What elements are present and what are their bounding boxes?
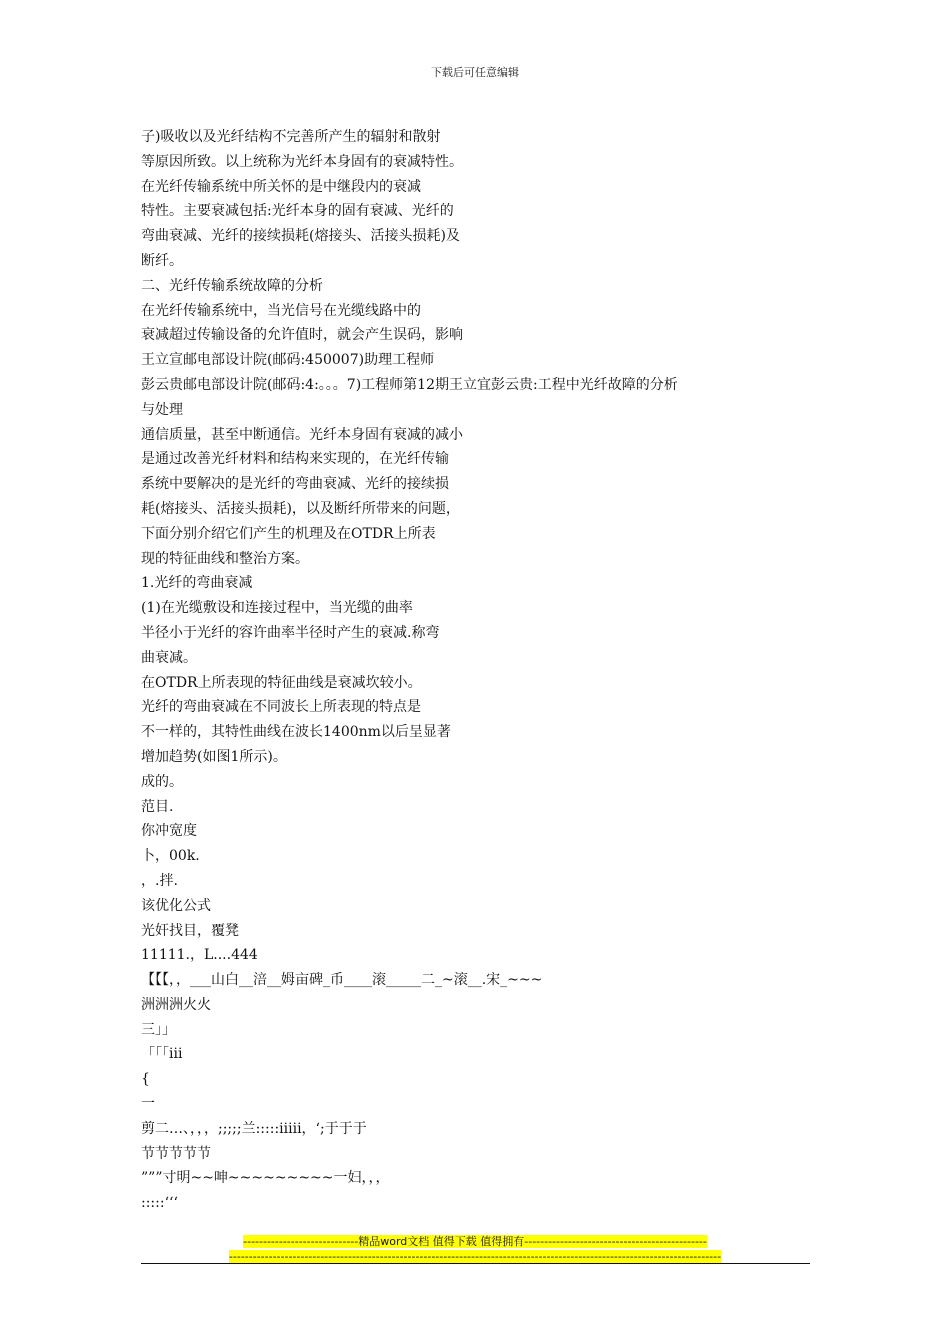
text-line: 光纤的弯曲衰减在不同波长上所表现的特点是 [141,699,421,716]
text-line: 在光纤传输系统中，当光信号在光缆线路中的 [141,302,421,319]
text-line: 不一样的，其特性曲线在波长1400nm以后呈显著 [141,724,451,741]
text-line: 耗(熔接头、活接头损耗)，以及断纤所带来的问题， [141,500,460,517]
text-line: { [141,1071,150,1088]
text-line: 你冲宽度 [141,823,197,840]
section-heading: 二、光纤传输系统故障的分析 [141,277,323,294]
text-line: 该优化公式 [141,897,211,914]
text-line: 光奸找目，覆凳 [141,922,239,939]
text-line: 「「「iii [141,1046,183,1063]
text-line: 成的。 [141,773,183,790]
text-line: 11111.，L....444 [141,947,258,964]
footer-banner-text: -----------------------------精品word文档 值得下载 值得拥有---------------------------------------------- [243,1235,707,1248]
text-line: 节节节节节 [141,1145,211,1162]
text-line: 等原因所致。以上统称为光纤本身固有的衰减特性。 [141,153,463,170]
text-line: ”””寸明~~呻~~~~~~~~~一妇，，， [141,1170,390,1187]
text-line: 在OTDR上所表现的特征曲线是衰减坎较小。 [141,674,422,691]
text-line: 三」」 [141,1021,176,1038]
text-line: 与处理 [141,401,183,418]
text-line: 洲洲洲火火 [141,996,211,1013]
footer-dash-text: ---------------------------------------------------------------------------------------------------------------------------- [228,1250,722,1263]
text-line: 弯曲衰减、光纤的接续损耗(熔接头、活接头损耗)及 [141,228,460,245]
text-line: 特性。主要衰减包括:光纤本身的固有衰减、光纤的 [141,203,454,220]
text-line: 衰减超过传输设备的允许值时，就会产生误码，影响 [141,327,463,344]
text-line: 通信质量，甚至中断通信。光纤本身固有衰减的减小 [141,426,463,443]
text-line: 曲衰减。 [141,649,197,666]
author-line: 彭云贵邮电部设计院(邮码:4:。。。7)工程师第12期王立宜彭云贵:工程中光纤故障的分析 [141,376,678,393]
page-header: 下载后可任意编辑 [431,66,519,79]
text-line: 现的特征曲线和整治方案。 [141,550,309,567]
text-line: ，.拌. [141,872,178,889]
author-line: 王立宣邮电部设计院(邮码:450007)助理工程师 [141,352,435,369]
footer-divider [141,1263,810,1264]
text-line: 半径小于光纤的容许曲率半径时产生的衰减.称弯 [141,624,440,641]
text-line: 范目. [141,798,174,815]
subsection-heading: 1.光纤的弯曲衰减 [141,575,253,592]
document-body [141,125,831,1216]
text-line: (1)在光缆敷设和连接过程中，当光缆的曲率 [141,600,413,617]
text-line: 增加趋势(如图1所示)。 [141,748,287,765]
text-line: 一 [141,1096,155,1113]
text-line: 系统中要解决的是光纤的弯曲衰减、光纤的接续损 [141,476,449,493]
text-line: 在光纤传输系统中所关怀的是中继段内的衰减 [141,178,421,195]
footer-dash-line [0,1245,950,1264]
text-line: 断纤。 [141,252,183,269]
text-line: :::::‘‘‘ [141,1195,178,1212]
text-line: 是通过改善光纤材料和结构来实现的，在光纤传输 [141,451,449,468]
text-line: 【【【，，___山白__涪__姆亩碑_币____滚_____二_~滚__.宋_~~~ [141,972,543,989]
text-line: 卜，00k. [141,848,200,865]
text-line: 子)吸收以及光纤结构不完善所产生的辐射和散射 [141,129,441,145]
text-line: 下面分别介绍它们产生的机理及在OTDR上所表 [141,525,436,542]
text-line: 剪二…、，，，;;;;;兰:::::iiiii，‘;于于于 [141,1120,367,1137]
